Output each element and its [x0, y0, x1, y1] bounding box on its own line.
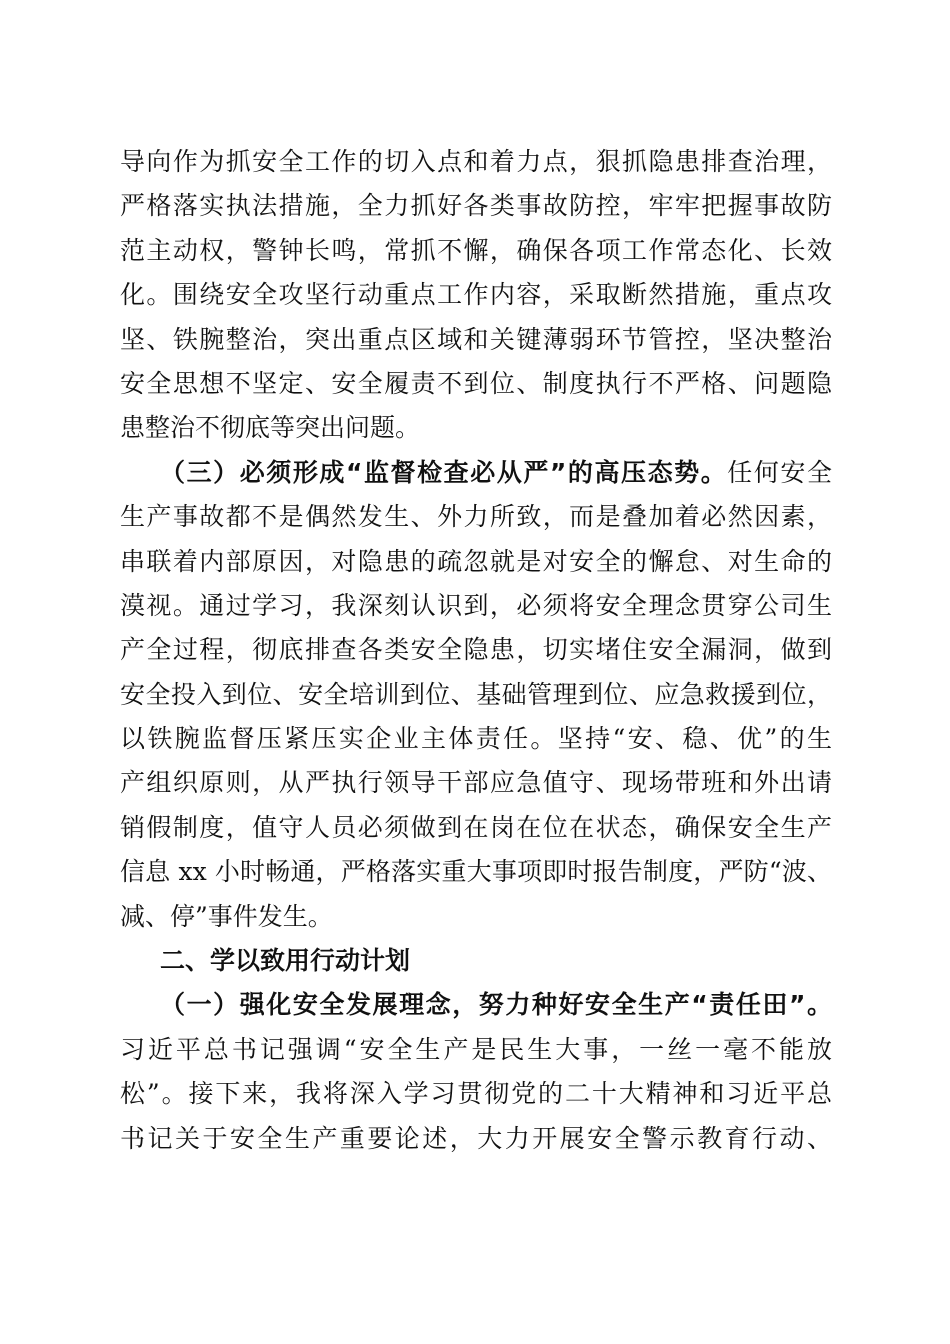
paragraph-line: 生产事故都不是偶然发生、外力所致，而是叠加着必然因素，: [120, 502, 832, 532]
paragraph-line: 患整治不彻底等突出问题。: [120, 413, 421, 443]
paragraph-line: 范主动权，警钟长鸣，常抓不懈，确保各项工作常态化、长效: [120, 235, 832, 265]
paragraph-line: 习近平总书记强调“安全生产是民生大事，一丝一毫不能放: [120, 1034, 832, 1064]
paragraph-line: 安全投入到位、安全培训到位、基础管理到位、应急救援到位，: [120, 679, 832, 709]
paragraph-line: 减、停”事件发生。: [120, 901, 333, 931]
paragraph-line: 坚、铁腕整治，突出重点区域和关键薄弱环节管控，坚决整治: [120, 324, 832, 354]
section-3-heading: （三）必须形成“监督检查必从严”的高压态势。: [160, 457, 728, 487]
paragraph-line: 串联着内部原因，对隐患的疏忽就是对安全的懈怠、对生命的: [120, 546, 832, 576]
document-body: [120, 140, 832, 1161]
paragraph-line: 以铁腕监督压紧压实企业主体责任。坚持“安、稳、优”的生: [120, 724, 832, 754]
paragraph-line: 安全思想不坚定、安全履责不到位、制度执行不严格、问题隐: [120, 368, 832, 398]
paragraph-line: 书记关于安全生产重要论述，大力开展安全警示教育行动、: [120, 1123, 832, 1153]
paragraph-line: 导向作为抓安全工作的切入点和着力点，狠抓隐患排查治理，: [120, 147, 832, 176]
paragraph-line: 化。围绕安全攻坚行动重点工作内容，采取断然措施，重点攻: [120, 280, 832, 310]
paragraph-line: 信息 xx 小时畅通，严格落实重大事项即时报告制度，严防“波、: [120, 857, 832, 887]
section-3-lead-text: 任何安全: [727, 457, 832, 487]
part-2-heading: 二、学以致用行动计划: [160, 946, 411, 976]
section-3-lead-line: [120, 451, 832, 495]
paragraph-line: 漠视。通过学习，我深刻认识到，必须将安全理念贯穿公司生: [120, 590, 832, 620]
part-2-subheading-1: （一）强化安全发展理念，努力种好安全生产“责任田”。: [160, 990, 832, 1020]
paragraph-line: 产组织原则，从严执行领导干部应急值守、现场带班和外出请: [120, 768, 832, 798]
paragraph-line: 销假制度，值守人员必须做到在岗在位在状态，确保安全生产: [120, 812, 832, 842]
paragraph-line: 松”。接下来，我将深入学习贯彻党的二十大精神和习近平总: [120, 1079, 832, 1109]
paragraph-line: 产全过程，彻底排查各类安全隐患，切实堵住安全漏洞，做到: [120, 635, 832, 665]
paragraph-line: 严格落实执法措施，全力抓好各类事故防控，牢牢把握事故防: [120, 191, 832, 221]
